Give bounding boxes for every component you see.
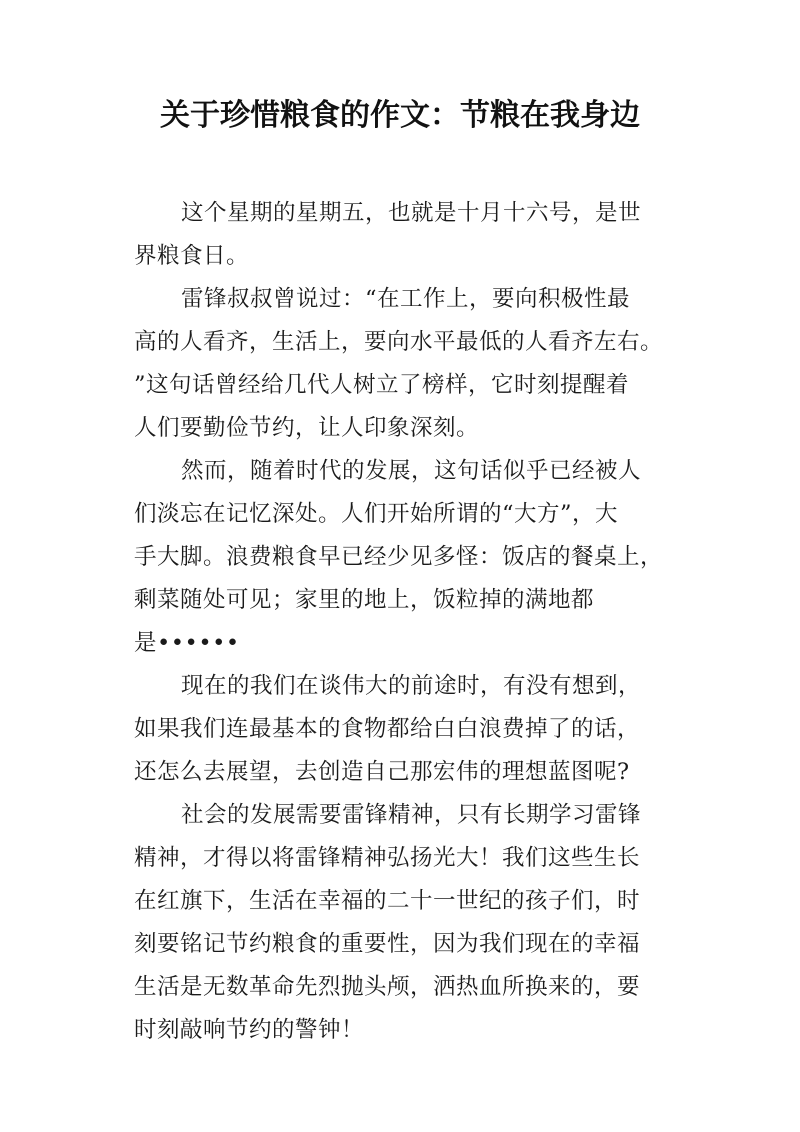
paragraph-2-line-2: 高的人看齐，生活上，要向水平最低的人看齐左右。 <box>134 329 664 355</box>
paragraph-5-line-6: 时刻敲响节约的警钟！ <box>134 1017 365 1043</box>
paragraph-5-line-1: 社会的发展需要雷锋精神，只有长期学习雷锋 <box>181 802 642 828</box>
paragraph-4-line-3: 还怎么去展望，去创造自己那宏伟的理想蓝图呢? <box>134 759 630 785</box>
paragraph-3-line-1: 然而，随着时代的发展，这句话似乎已经被人 <box>181 458 642 484</box>
document-title: 关于珍惜粮食的作文：节粮在我身边 <box>160 98 640 133</box>
paragraph-1-line-2: 界粮食日。 <box>134 243 250 269</box>
paragraph-4-line-2: 如果我们连最基本的食物都给白白浪费掉了的话， <box>134 716 641 742</box>
paragraph-2-line-4: 人们要勤俭节约，让人印象深刻。 <box>134 415 480 441</box>
paragraph-3-line-5: 是•••••• <box>134 630 240 656</box>
paragraph-3-line-3: 手大脚。浪费粮食早已经少见多怪：饭店的餐桌上， <box>134 544 664 570</box>
paragraph-2-line-1: 雷锋叔叔曾说过：“在工作上，要向积极性最 <box>181 286 631 312</box>
paragraph-5-line-3: 在红旗下，生活在幸福的二十一世纪的孩子们，时 <box>134 888 641 914</box>
paragraph-3-line-4: 剩菜随处可见；家里的地上，饭粒掉的满地都 <box>134 587 595 613</box>
paragraph-1-line-1: 这个星期的星期五，也就是十月十六号，是世 <box>181 200 642 226</box>
paragraph-2-line-3: ”这句话曾经给几代人树立了榜样，它时刻提醒着 <box>134 372 630 398</box>
paragraph-5-line-5: 生活是无数革命先烈抛头颅，洒热血所换来的，要 <box>134 974 641 1000</box>
paragraph-5-line-2: 精神，才得以将雷锋精神弘扬光大！我们这些生长 <box>134 845 641 871</box>
paragraph-4-line-1: 现在的我们在谈伟大的前途时，有没有想到， <box>181 673 642 699</box>
paragraph-5-line-4: 刻要铭记节约粮食的重要性，因为我们现在的幸福 <box>134 931 641 957</box>
document-body <box>134 192 674 1052</box>
paragraph-3-line-2: 们淡忘在记忆深处。人们开始所谓的“大方”，大 <box>134 501 619 527</box>
